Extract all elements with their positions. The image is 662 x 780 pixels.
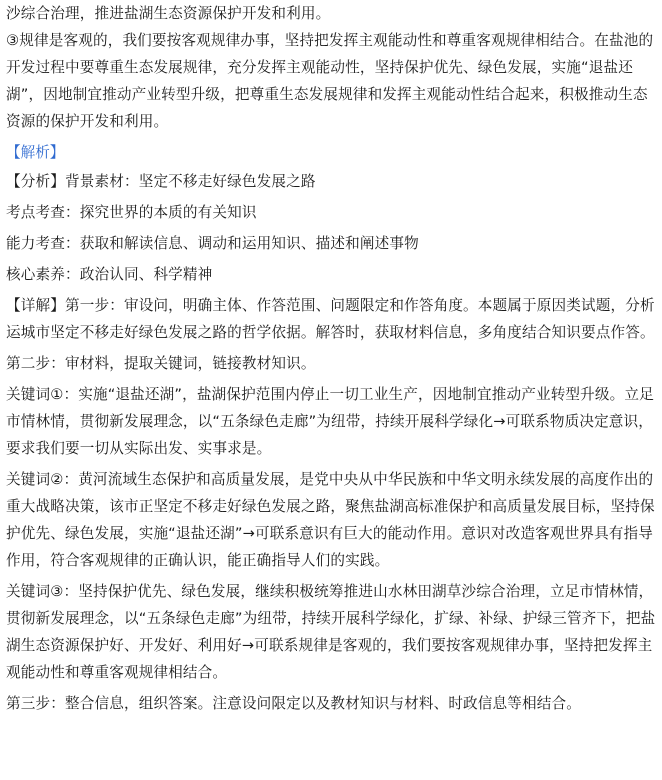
detail-paragraph: 关键词②：黄河流域生态保护和高质量发展，是党中央从中华民族和中华文明永续发展的高度作出的重大战略决策，该市正坚定不移走好绿色发展之路，聚焦盐湖高标准保护和高质量发展目标，坚持保护优先、绿色发展，实施“退盐还湖”→可联系意识有巨大的能动作用。意识对改造客观世界具有指导作用，符合客观规律的正确认识，能正确指导人们的实践。 [6,471,655,569]
detail-paragraph: 关键词①：实施“退盐还湖”，盐湖保护范围内停止一切工业生产，因地制宜推动产业转型升级。立足市情林情，贯彻新发展理念，以“五条绿色走廊”为纽带，持续开展科学绿化→可联系物质决定意识，要求我们要一切从实际出发、实事求是。 [6,386,654,457]
answer-paragraph: ③规律是客观的，我们要按客观规律办事，坚持把发挥主观能动性和尊重客观规律相结合。在盐池的开发过程中要尊重生态发展规律，充分发挥主观能动性，坚持保护优先、绿色发展，实施“退盐还湖”，因地制宜推动产业转型升级，把尊重生态发展规律和发挥主观能动性结合起来，积极推动生态资源的保护开发和利用。 [6,32,654,130]
detail-paragraph: 第二步：审材料，提取关键词，链接教材知识。 [6,355,316,372]
detail-paragraph: 关键词③：坚持保护优先、绿色发展，继续积极统筹推进山水林田湖草沙综合治理，立足市情林情，贯彻新发展理念，以“五条绿色走廊”为纽带，持续开展科学绿化，扩绿、补绿、护绿三管齐下，把盐湖生态资源保护好、开发好、利用好→可联系规律是客观的，我们要按客观规律办事，坚持把发挥主观能动性和尊重客观规律相结合。 [6,583,656,681]
analysis-line: 考点考查：探究世界的本质的有关知识 [6,204,257,221]
answer-paragraph: 沙综合治理，推进盐湖生态资源保护开发和利用。 [6,5,331,22]
analysis-line: 【分析】背景素材：坚定不移走好绿色发展之路 [6,173,316,190]
detail-paragraph: 第三步：整合信息，组织答案。注意设问限定以及教材知识与材料、时政信息等相结合。 [6,695,582,712]
analysis-section-label: 【解析】 [6,144,65,161]
analysis-line: 核心素养：政治认同、科学精神 [6,266,213,283]
analysis-line: 能力考查：获取和解读信息、调动和运用知识、描述和阐述事物 [6,235,419,252]
detail-paragraph: 【详解】第一步：审设问，明确主体、作答范围、问题限定和作答角度。本题属于原因类试题，分析运城市坚定不移走好绿色发展之路的哲学依据。解答时，获取材料信息，多角度结合知识要点作答。 [6,297,655,341]
document-page [6,0,658,717]
